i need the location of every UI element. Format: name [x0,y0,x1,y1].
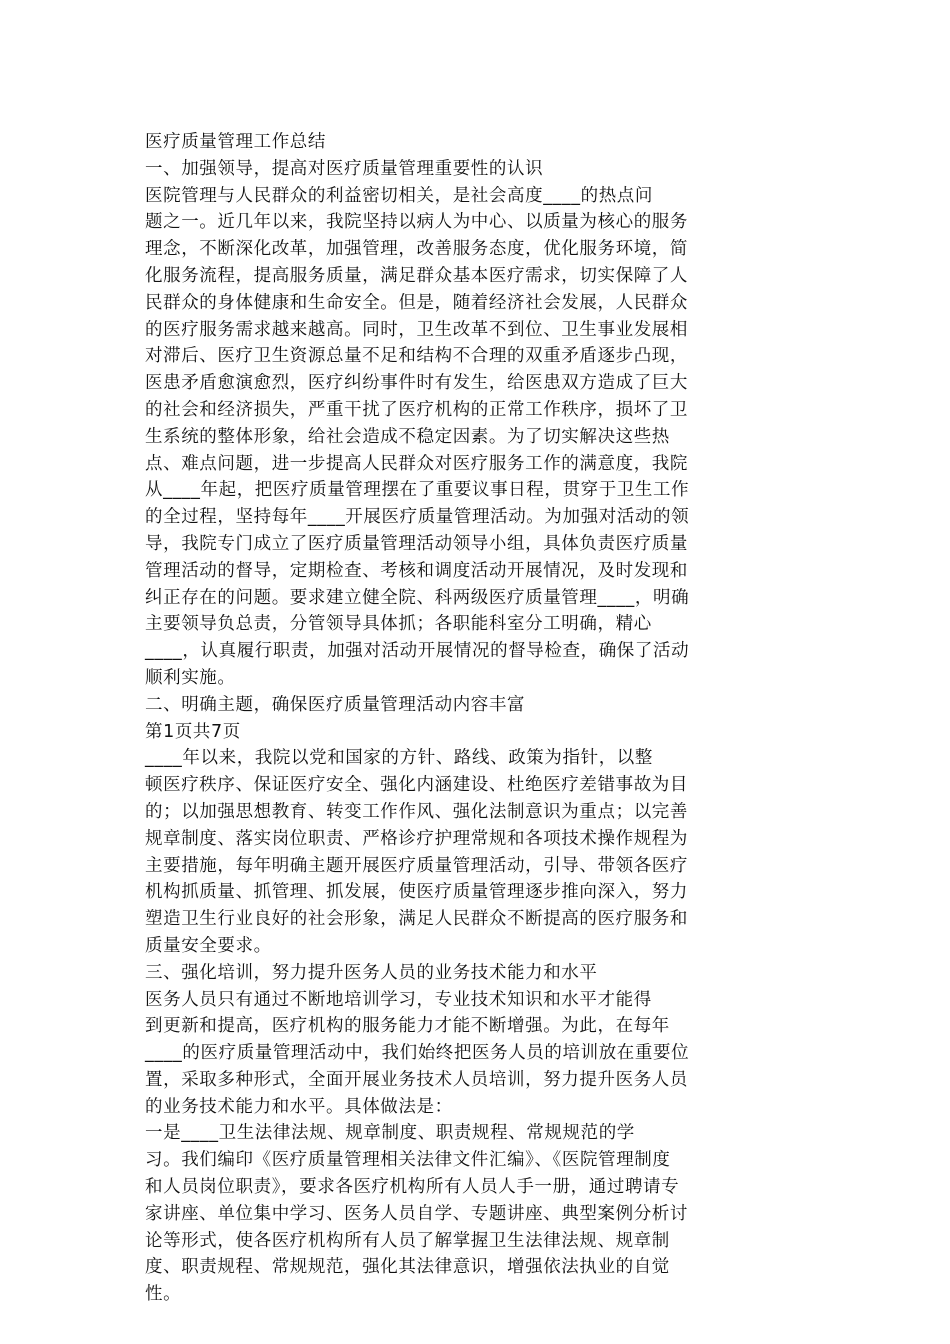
text-line: 点、难点问题，进一步提高人民群众对医疗服务工作的满意度，我院 [145,453,688,474]
text-line: 生系统的整体形象，给社会造成不稳定因素。为了切实解决这些热 [145,426,670,447]
text-line: 机构抓质量、抓管理、抓发展，使医疗质量管理逐步推向深入，努力 [145,882,688,903]
text-line: 管理活动的督导，定期检查、考核和调度活动开展情况，及时发现和 [145,560,688,581]
text-line: 第1页共7页 [145,721,241,742]
text-line: 医院管理与人民群众的利益密切相关，是社会高度____的热点问 [145,185,653,206]
text-line: ____，认真履行职责，加强对活动开展情况的督导检查，确保了活动 [145,641,690,662]
text-line: 和人员岗位职责》，要求各医疗机构所有人员人手一册，通过聘请专 [145,1177,680,1198]
text-line: 性。 [145,1284,182,1305]
text-line: 主要领导负总责，分管领导具体抓；各职能科室分工明确，精心 [145,614,652,635]
text-line: 到更新和提高，医疗机构的服务能力才能不断增强。为此，在每年 [145,1016,670,1037]
text-line: 的全过程，坚持每年____开展医疗质量管理活动。为加强对活动的领 [145,507,690,528]
text-line: 导，我院专门成立了医疗质量管理活动领导小组，具体负责医疗质量 [145,533,688,554]
text-line: ____的医疗质量管理活动中，我们始终把医务人员的培训放在重要位 [145,1043,690,1064]
text-line: 质量安全要求。 [145,935,272,956]
text-line: 二、明确主题，确保医疗质量管理活动内容丰富 [145,694,526,715]
document-body [145,129,785,1308]
document-title: 医疗质量管理工作总结 [145,132,326,152]
text-line: 习。我们编印《医疗质量管理相关法律文件汇编》、《医院管理制度 [145,1150,671,1171]
document-text [145,156,785,1308]
text-line: 医患矛盾愈演愈烈，医疗纠纷事件时有发生，给医患双方造成了巨大 [145,373,688,394]
text-line: 主要措施，每年明确主题开展医疗质量管理活动，引导、带领各医疗 [145,855,688,876]
text-line: 从____年起，把医疗质量管理摆在了重要议事日程，贯穿于卫生工作 [145,480,690,501]
text-line: 家讲座、单位集中学习、医务人员自学、专题讲座、典型案例分析讨 [145,1203,688,1224]
text-line: 三、强化培训，努力提升医务人员的业务技术能力和水平 [145,962,598,983]
text-line: 规章制度、落实岗位职责、严格诊疗护理常规和各项技术操作规程为 [145,828,688,849]
text-line: 题之一。近几年以来，我院坚持以病人为中心、以质量为核心的服务 [145,212,688,233]
text-line: 的；以加强思想教育、转变工作作风、强化法制意识为重点；以完善 [145,801,688,822]
text-line: 的业务技术能力和水平。具体做法是： [145,1096,453,1117]
text-line: 塑造卫生行业良好的社会形象，满足人民群众不断提高的医疗服务和 [145,909,688,930]
text-line: 一是____卫生法律法规、规章制度、职责规程、常规规范的学 [145,1123,635,1144]
text-line: 顿医疗秩序、保证医疗安全、强化内涵建设、杜绝医疗差错事故为目 [145,775,688,796]
text-line: 置，采取多种形式，全面开展业务技术人员培训，努力提升医务人员 [145,1069,688,1090]
text-line: 的医疗服务需求越来越高。同时，卫生改革不到位、卫生事业发展相 [145,319,688,340]
text-line: 民群众的身体健康和生命安全。但是，随着经济社会发展，人民群众 [145,292,688,313]
text-line: 论等形式，使各医疗机构所有人员了解掌握卫生法律法规、规章制 [145,1230,670,1251]
text-line: 对滞后、医疗卫生资源总量不足和结构不合理的双重矛盾逐步凸现， [145,346,688,367]
text-line: 理念，不断深化改革，加强管理，改善服务态度，优化服务环境，简 [145,239,688,260]
text-line: 纠正存在的问题。要求建立健全院、科两级医疗质量管理____，明确 [145,587,690,608]
text-line: 一、加强领导，提高对医疗质量管理重要性的认识 [145,158,544,179]
text-line: ____年以来，我院以党和国家的方针、路线、政策为指针，以整 [145,748,653,769]
text-line: 化服务流程，提高服务质量，满足群众基本医疗需求，切实保障了人 [145,265,688,286]
text-line: 顺利实施。 [145,667,236,688]
text-line: 医务人员只有通过不断地培训学习，专业技术知识和水平才能得 [145,989,652,1010]
text-line: 度、职责规程、常规规范，强化其法律意识，增强依法执业的自觉 [145,1257,670,1278]
text-line: 的社会和经济损失，严重干扰了医疗机构的正常工作秩序，损坏了卫 [145,399,688,420]
